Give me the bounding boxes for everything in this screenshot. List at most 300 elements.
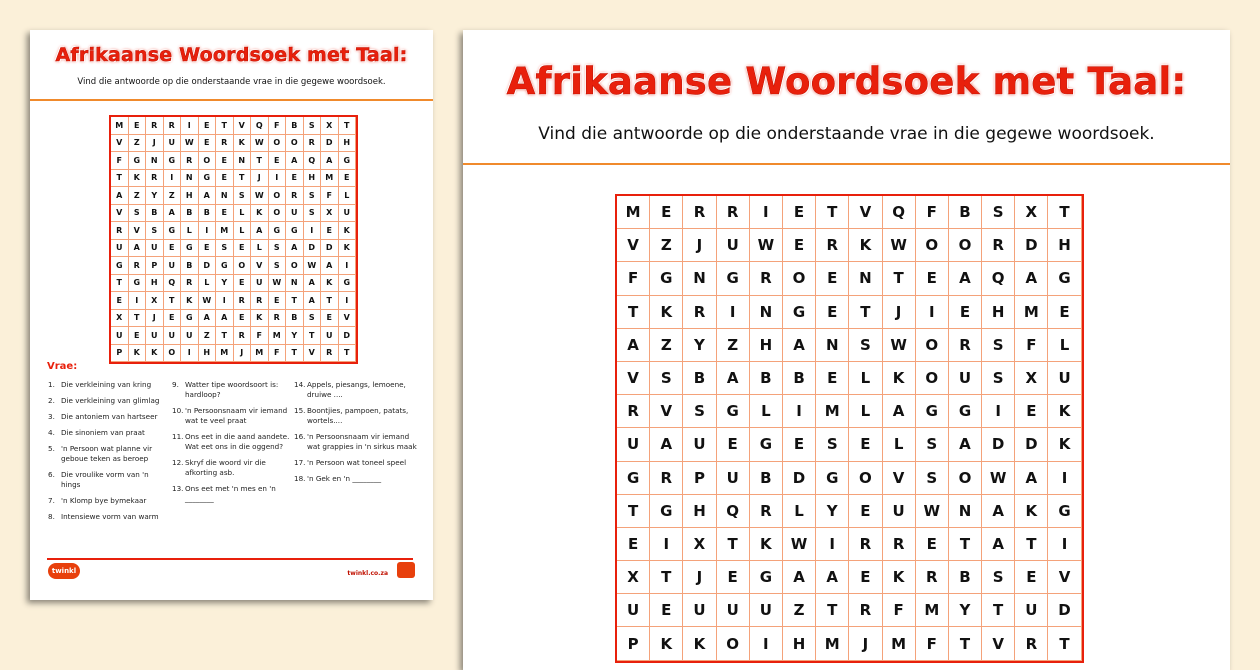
grid-letter: U xyxy=(164,135,182,153)
grid-letter: F xyxy=(269,117,287,135)
grid-letter: D xyxy=(783,462,816,495)
question-number: 3. xyxy=(48,412,55,421)
grid-letter: R xyxy=(750,262,783,295)
grid-letter: F xyxy=(269,345,287,363)
grid-letter: N xyxy=(816,329,849,362)
grid-letter: K xyxy=(1015,495,1048,528)
grid-letter: V xyxy=(982,627,1015,660)
question-text: Die verkleining van kring xyxy=(61,380,152,389)
grid-letter: N xyxy=(750,296,783,329)
grid-letter: E xyxy=(111,292,129,310)
questions-column-1 xyxy=(48,380,170,528)
grid-letter: R xyxy=(916,561,949,594)
grid-letter: U xyxy=(617,428,650,461)
grid-letter: G xyxy=(1048,262,1081,295)
grid-letter: E xyxy=(816,296,849,329)
question-item xyxy=(172,458,292,478)
grid-letter: M xyxy=(251,345,269,363)
grid-letter: G xyxy=(181,310,199,328)
grid-letter: T xyxy=(286,292,304,310)
grid-letter: E xyxy=(234,310,252,328)
grid-letter: G xyxy=(129,275,147,293)
grid-letter: T xyxy=(339,117,357,135)
grid-letter: Z xyxy=(650,329,683,362)
grid-letter: A xyxy=(199,310,217,328)
grid-letter: A xyxy=(949,428,982,461)
grid-letter: L xyxy=(783,495,816,528)
grid-letter: R xyxy=(982,229,1015,262)
grid-letter: I xyxy=(216,292,234,310)
grid-letter: G xyxy=(650,495,683,528)
grid-letter: K xyxy=(650,627,683,660)
grid-letter: I xyxy=(129,292,147,310)
grid-letter: R xyxy=(129,257,147,275)
grid-letter: E xyxy=(129,327,147,345)
grid-letter: W xyxy=(251,187,269,205)
grid-letter: T xyxy=(1048,627,1081,660)
grid-letter: M xyxy=(816,395,849,428)
grid-letter: A xyxy=(982,495,1015,528)
grid-letter: E xyxy=(199,135,217,153)
grid-letter: E xyxy=(321,222,339,240)
grid-letter: M xyxy=(883,627,916,660)
grid-letter: I xyxy=(650,528,683,561)
grid-letter: I xyxy=(750,196,783,229)
grid-letter: V xyxy=(129,222,147,240)
grid-letter: R xyxy=(683,296,716,329)
grid-letter: G xyxy=(650,262,683,295)
grid-letter: M xyxy=(216,345,234,363)
grid-letter: Z xyxy=(650,229,683,262)
grid-letter: G xyxy=(717,262,750,295)
grid-letter: G xyxy=(617,462,650,495)
grid-letter: S xyxy=(916,462,949,495)
grid-letter: O xyxy=(234,257,252,275)
grid-letter: W xyxy=(883,329,916,362)
grid-letter: T xyxy=(111,170,129,188)
grid-letter: U xyxy=(146,327,164,345)
grid-letter: K xyxy=(1048,428,1081,461)
grid-letter: T xyxy=(129,310,147,328)
grid-letter: D xyxy=(1048,594,1081,627)
question-text: Ons eet met 'n mes en 'n ________ xyxy=(185,484,276,503)
question-number: 10. xyxy=(172,406,184,415)
question-number: 12. xyxy=(172,458,184,467)
grid-letter: H xyxy=(181,187,199,205)
grid-letter: E xyxy=(269,292,287,310)
question-text: 'n Persoonsnaam vir iemand wat te veel praat xyxy=(185,406,288,425)
grid-letter: Z xyxy=(129,135,147,153)
grid-letter: O xyxy=(783,262,816,295)
question-text: 'n Persoonsnaam vir iemand wat grappies in 'n sirkus maak xyxy=(307,432,417,451)
grid-letter: M xyxy=(816,627,849,660)
grid-letter: U xyxy=(286,205,304,223)
grid-letter: L xyxy=(883,428,916,461)
grid-letter: I xyxy=(339,257,357,275)
grid-letter: R xyxy=(269,310,287,328)
grid-letter: U xyxy=(717,229,750,262)
grid-letter: S xyxy=(816,428,849,461)
grid-letter: J xyxy=(234,345,252,363)
question-text: Die verkleining van glimlag xyxy=(61,396,160,405)
question-text: Intensiewe vorm van warm xyxy=(61,512,159,521)
questions-heading: Vrae: xyxy=(47,361,78,372)
grid-letter: O xyxy=(916,329,949,362)
grid-letter: Y xyxy=(949,594,982,627)
grid-letter: O xyxy=(916,362,949,395)
grid-letter: E xyxy=(849,495,882,528)
grid-letter: L xyxy=(234,205,252,223)
grid-letter: G xyxy=(269,222,287,240)
grid-letter: V xyxy=(617,229,650,262)
grid-letter: S xyxy=(129,205,147,223)
grid-letter: G xyxy=(339,152,357,170)
question-item xyxy=(294,474,419,484)
grid-letter: T xyxy=(982,594,1015,627)
grid-letter: K xyxy=(339,240,357,258)
grid-letter: B xyxy=(949,561,982,594)
grid-letter: E xyxy=(717,561,750,594)
grid-letter: T xyxy=(816,196,849,229)
grid-letter: F xyxy=(883,594,916,627)
grid-letter: E xyxy=(816,362,849,395)
grid-letter: T xyxy=(949,627,982,660)
grid-letter: R xyxy=(304,135,322,153)
grid-letter: E xyxy=(1048,296,1081,329)
grid-letter: E xyxy=(216,170,234,188)
grid-letter: T xyxy=(883,262,916,295)
grid-letter: Q xyxy=(717,495,750,528)
grid-letter: Y xyxy=(683,329,716,362)
worksheet-subtitle: Vind die antwoorde op die onderstaande vrae in die gegewe woordsoek. xyxy=(538,124,1155,144)
worksheet-title: Afrikaanse Woordsoek met Taal: xyxy=(55,44,408,66)
grid-letter: Z xyxy=(783,594,816,627)
grid-letter: X xyxy=(146,292,164,310)
grid-letter: O xyxy=(269,187,287,205)
grid-letter: Z xyxy=(199,327,217,345)
grid-letter: W xyxy=(916,495,949,528)
grid-letter: H xyxy=(982,296,1015,329)
question-item xyxy=(48,380,170,390)
grid-letter: U xyxy=(949,362,982,395)
grid-letter: Q xyxy=(251,117,269,135)
grid-letter: F xyxy=(916,627,949,660)
grid-letter: E xyxy=(164,240,182,258)
grid-letter: S xyxy=(269,240,287,258)
question-number: 4. xyxy=(48,428,55,437)
grid-letter: S xyxy=(916,428,949,461)
question-text: 'n Persoon wat toneel speel xyxy=(307,458,407,467)
grid-letter: L xyxy=(1048,329,1081,362)
grid-letter: K xyxy=(650,296,683,329)
question-text: 'n Gek en 'n ________ xyxy=(307,474,382,483)
question-item xyxy=(294,380,419,400)
grid-letter: P xyxy=(111,345,129,363)
questions-column-2 xyxy=(172,380,292,510)
grid-letter: U xyxy=(1048,362,1081,395)
grid-letter: J xyxy=(883,296,916,329)
grid-letter: R xyxy=(1015,627,1048,660)
grid-letter: V xyxy=(849,196,882,229)
grid-letter: X xyxy=(617,561,650,594)
grid-letter: R xyxy=(750,495,783,528)
grid-letter: V xyxy=(251,257,269,275)
grid-letter: N xyxy=(146,152,164,170)
grid-letter: K xyxy=(146,345,164,363)
grid-letter: E xyxy=(849,428,882,461)
question-item xyxy=(48,470,170,490)
grid-letter: T xyxy=(339,345,357,363)
grid-letter: T xyxy=(1015,528,1048,561)
grid-letter: Q xyxy=(164,275,182,293)
question-item xyxy=(172,380,292,400)
grid-letter: K xyxy=(251,310,269,328)
grid-letter: A xyxy=(883,395,916,428)
grid-letter: S xyxy=(982,196,1015,229)
question-item xyxy=(294,432,419,452)
grid-letter: O xyxy=(199,152,217,170)
question-text: Die antoniem van hartseer xyxy=(61,412,158,421)
grid-letter: N xyxy=(181,170,199,188)
grid-letter: U xyxy=(164,257,182,275)
grid-letter: B xyxy=(286,117,304,135)
question-text: 'n Persoon wat planne vir geboue teken as beroep xyxy=(61,444,153,463)
grid-letter: A xyxy=(816,561,849,594)
grid-letter: V xyxy=(883,462,916,495)
grid-letter: I xyxy=(1048,528,1081,561)
grid-letter: E xyxy=(1015,561,1048,594)
grid-letter: R xyxy=(321,345,339,363)
grid-letter: F xyxy=(617,262,650,295)
grid-letter: W xyxy=(883,229,916,262)
grid-letter: R xyxy=(849,528,882,561)
grid-letter: G xyxy=(816,462,849,495)
grid-letter: A xyxy=(982,528,1015,561)
grid-letter: B xyxy=(949,196,982,229)
grid-letter: L xyxy=(750,395,783,428)
footer-divider xyxy=(47,558,413,560)
grid-letter: K xyxy=(339,222,357,240)
grid-letter: N xyxy=(849,262,882,295)
grid-letter: M xyxy=(216,222,234,240)
question-text: Appels, piesangs, lemoene, druiwe .... xyxy=(307,380,406,399)
grid-letter: T xyxy=(251,152,269,170)
question-number: 18. xyxy=(294,474,306,483)
grid-letter: E xyxy=(129,117,147,135)
grid-letter: H xyxy=(683,495,716,528)
grid-letter: A xyxy=(783,561,816,594)
grid-letter: R xyxy=(286,187,304,205)
grid-letter: V xyxy=(339,310,357,328)
grid-letter: T xyxy=(234,170,252,188)
grid-letter: G xyxy=(199,170,217,188)
grid-letter: R xyxy=(617,395,650,428)
grid-letter: E xyxy=(269,152,287,170)
grid-letter: M xyxy=(269,327,287,345)
question-number: 8. xyxy=(48,512,55,521)
grid-letter: J xyxy=(683,229,716,262)
grid-letter: S xyxy=(304,187,322,205)
grid-letter: V xyxy=(111,135,129,153)
question-number: 17. xyxy=(294,458,306,467)
grid-letter: T xyxy=(1048,196,1081,229)
grid-letter: T xyxy=(717,528,750,561)
grid-letter: R xyxy=(717,196,750,229)
grid-letter: A xyxy=(286,240,304,258)
grid-letter: I xyxy=(750,627,783,660)
grid-letter: K xyxy=(129,170,147,188)
grid-letter: A xyxy=(199,187,217,205)
grid-letter: B xyxy=(181,257,199,275)
grid-letter: I xyxy=(717,296,750,329)
worksheet-preview-small xyxy=(30,30,433,600)
grid-letter: A xyxy=(717,362,750,395)
grid-letter: W xyxy=(251,135,269,153)
grid-letter: A xyxy=(321,257,339,275)
grid-letter: A xyxy=(304,275,322,293)
grid-letter: G xyxy=(750,561,783,594)
grid-letter: A xyxy=(129,240,147,258)
grid-letter: S xyxy=(234,187,252,205)
grid-letter: K xyxy=(883,362,916,395)
grid-letter: E xyxy=(916,262,949,295)
grid-letter: R xyxy=(216,135,234,153)
question-number: 5. xyxy=(48,444,55,453)
grid-letter: H xyxy=(1048,229,1081,262)
grid-letter: H xyxy=(199,345,217,363)
questions-column-3 xyxy=(294,380,419,490)
grid-letter: R xyxy=(883,528,916,561)
grid-letter: W xyxy=(982,462,1015,495)
question-text: Skryf die woord vir die afkorting asb. xyxy=(185,458,266,477)
grid-letter: U xyxy=(717,594,750,627)
grid-letter: R xyxy=(234,327,252,345)
grid-letter: E xyxy=(650,196,683,229)
grid-letter: K xyxy=(129,345,147,363)
grid-letter: E xyxy=(234,275,252,293)
grid-letter: U xyxy=(251,275,269,293)
grid-letter: R xyxy=(849,594,882,627)
grid-letter: T xyxy=(111,275,129,293)
grid-letter: E xyxy=(783,229,816,262)
grid-letter: F xyxy=(916,196,949,229)
grid-letter: K xyxy=(1048,395,1081,428)
grid-letter: R xyxy=(164,117,182,135)
grid-letter: W xyxy=(199,292,217,310)
grid-letter: N xyxy=(286,275,304,293)
grid-letter: E xyxy=(164,310,182,328)
grid-letter: O xyxy=(849,462,882,495)
grid-letter: T xyxy=(164,292,182,310)
grid-letter: U xyxy=(617,594,650,627)
footer-url: twinkl.co.za xyxy=(347,570,388,577)
question-number: 16. xyxy=(294,432,306,441)
grid-letter: X xyxy=(111,310,129,328)
grid-letter: G xyxy=(164,152,182,170)
grid-letter: S xyxy=(982,362,1015,395)
grid-letter: S xyxy=(146,222,164,240)
grid-letter: Q xyxy=(883,196,916,229)
divider xyxy=(463,163,1230,165)
grid-letter: S xyxy=(304,117,322,135)
question-number: 2. xyxy=(48,396,55,405)
grid-letter: K xyxy=(883,561,916,594)
grid-letter: N xyxy=(683,262,716,295)
grid-letter: U xyxy=(1015,594,1048,627)
grid-letter: I xyxy=(816,528,849,561)
grid-letter: K xyxy=(251,205,269,223)
question-text: Boontjies, pampoen, patats, wortels.... xyxy=(307,406,409,425)
grid-letter: D xyxy=(199,257,217,275)
grid-letter: L xyxy=(849,362,882,395)
question-text: Die sinoniem van praat xyxy=(61,428,145,437)
grid-letter: G xyxy=(286,222,304,240)
grid-letter: Y xyxy=(216,275,234,293)
grid-letter: I xyxy=(304,222,322,240)
question-text: Watter tipe woordsoort is: hardloop? xyxy=(185,380,279,399)
grid-letter: H xyxy=(304,170,322,188)
question-number: 9. xyxy=(172,380,179,389)
grid-letter: K xyxy=(181,292,199,310)
grid-letter: Z xyxy=(717,329,750,362)
grid-letter: R xyxy=(650,462,683,495)
grid-letter: B xyxy=(199,205,217,223)
question-item xyxy=(48,496,170,506)
question-item xyxy=(48,444,170,464)
grid-letter: I xyxy=(181,117,199,135)
grid-letter: E xyxy=(783,428,816,461)
grid-letter: K xyxy=(683,627,716,660)
grid-letter: T xyxy=(617,495,650,528)
question-number: 15. xyxy=(294,406,306,415)
grid-letter: U xyxy=(321,327,339,345)
grid-letter: A xyxy=(321,152,339,170)
grid-letter: T xyxy=(286,345,304,363)
question-number: 7. xyxy=(48,496,55,505)
grid-letter: G xyxy=(164,222,182,240)
grid-letter: I xyxy=(916,296,949,329)
grid-letter: J xyxy=(251,170,269,188)
grid-letter: E xyxy=(199,240,217,258)
grid-letter: A xyxy=(1015,262,1048,295)
grid-letter: W xyxy=(269,275,287,293)
grid-letter: O xyxy=(286,257,304,275)
grid-letter: T xyxy=(304,327,322,345)
grid-letter: S xyxy=(849,329,882,362)
grid-letter: I xyxy=(982,395,1015,428)
grid-letter: G xyxy=(181,240,199,258)
grid-letter: T xyxy=(617,296,650,329)
grid-letter: R xyxy=(949,329,982,362)
grid-letter: F xyxy=(321,187,339,205)
grid-letter: X xyxy=(1015,362,1048,395)
grid-letter: B xyxy=(750,362,783,395)
grid-letter: S xyxy=(683,395,716,428)
grid-letter: R xyxy=(146,117,164,135)
grid-letter: K xyxy=(234,135,252,153)
grid-letter: V xyxy=(234,117,252,135)
question-item xyxy=(48,396,170,406)
grid-letter: D xyxy=(304,240,322,258)
grid-letter: K xyxy=(849,229,882,262)
grid-letter: X xyxy=(1015,196,1048,229)
grid-letter: L xyxy=(181,222,199,240)
grid-letter: R xyxy=(816,229,849,262)
grid-letter: O xyxy=(164,345,182,363)
grid-letter: Y xyxy=(816,495,849,528)
word-search-grid xyxy=(109,115,358,364)
grid-letter: B xyxy=(286,310,304,328)
